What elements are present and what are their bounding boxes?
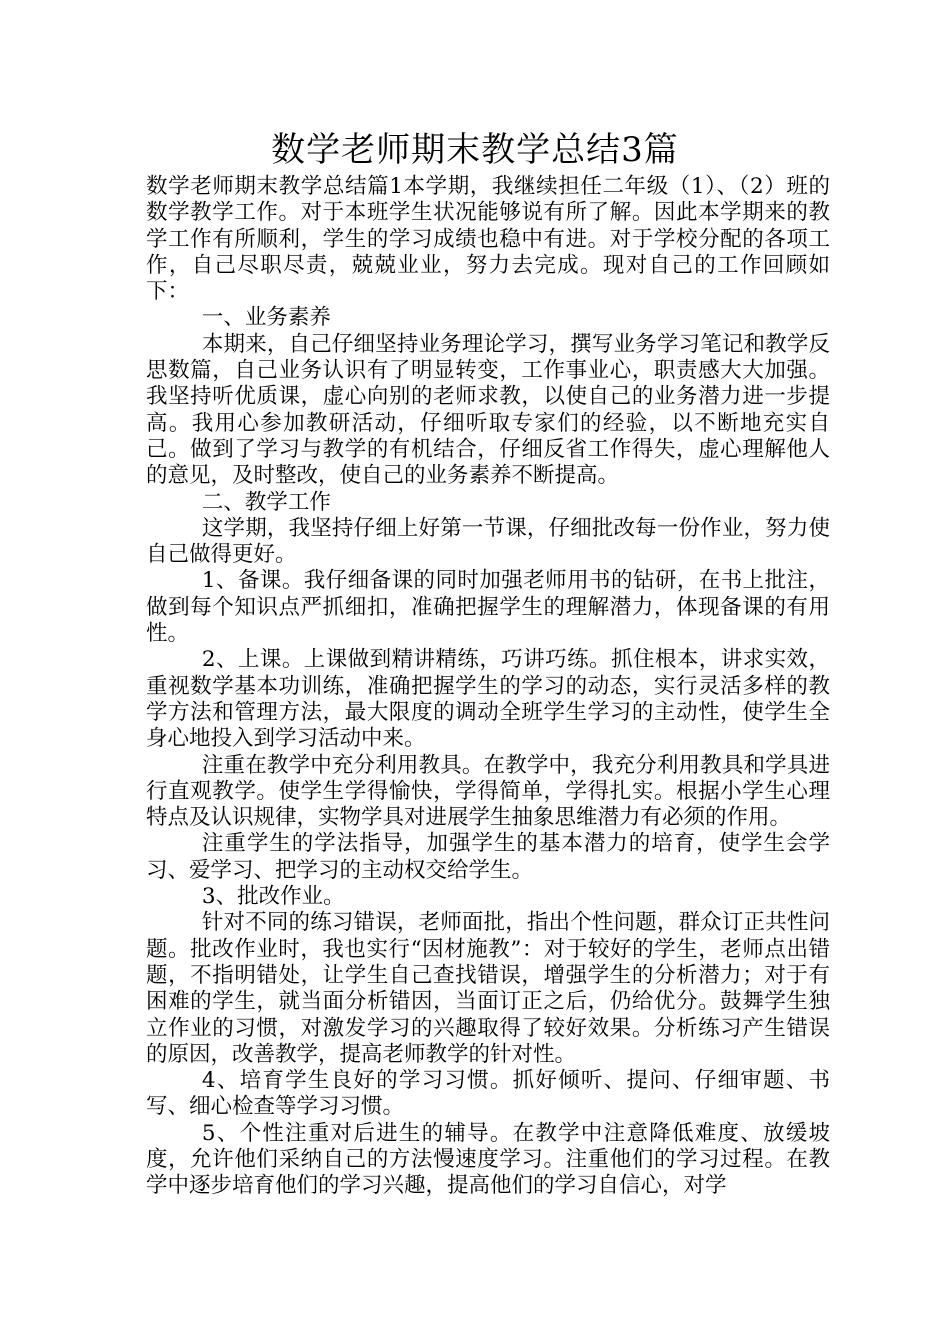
paragraph-study-habits: 4、培育学生良好的学习习惯。抓好倾听、提问、仔细审题、书写、细心检查等学习习惯。 — [146, 1068, 830, 1120]
paragraph-lesson-prep: 1、备课。我仔细备课的同时加强老师用书的钻研，在书上批注，做到每个知识点严抓细扣，准确把握学生的理解潜力，体现备课的有用性。 — [146, 568, 830, 647]
document-title: 数学老师期末教学总结3篇 — [271, 130, 679, 170]
paragraph-homework: 针对不同的练习错误，老师面批，指出个性问题，群众订正共性问题。批改作业时，我也实行“因材施教”：对于较好的学生，老师点出错题，不指明错处，让学生自己查找错误，增强学生的分析潜力；对于有困难的学生，就当面分析错因，当面订正之后，仍给优分。鼓舞学生独立作业的习惯，对激发学习的兴趣取得了较好效果。分析练习产生错误的原因，改善教学，提高老师教学的针对性。 — [146, 910, 830, 1067]
paragraph-teaching-intro: 这学期，我坚持仔细上好第一节课，仔细批改每一份作业，努力使自己做得更好。 — [146, 515, 830, 568]
section-heading-professional: 一、业务素养 — [201, 305, 331, 331]
paragraph-classes: 2、上课。上课做到精讲精练，巧讲巧练。抓住根本，讲求实效，重视数学基本功训练，准确把握学生的学习的动态，实行灵活多样的教学方法和管理方法，最大限度的调动全班学生学习的主动性，使学生全身心地投入到学习活动中来。 — [146, 647, 830, 752]
document-body — [146, 174, 830, 1200]
paragraph-teaching-aids: 注重在教学中充分利用教具。在教学中，我充分利用教具和学具进行直观教学。使学生学得愉快，学得简单，学得扎实。根据小学生心理特点及认识规律，实物学具对进展学生抽象思维潜力有必须的作用。 — [146, 752, 830, 831]
paragraph-study-methods: 注重学生的学法指导，加强学生的基本潜力的培育，使学生会学习、爱学习、把学习的主动权交给学生。 — [146, 831, 830, 883]
paragraph-tutoring: 5、个性注重对后进生的辅导。在教学中注意降低难度、放缓坡度，允许他们采纳自己的方法慢速度学习。注重他们的学习过程。在教学中逐步培育他们的学习兴趣，提高他们的学习自信心，对学 — [146, 1120, 830, 1199]
paragraph-homework-heading: 3、批改作业。 — [201, 884, 345, 910]
section-heading-teaching: 二、教学工作 — [201, 489, 331, 515]
paragraph-intro: 数学老师期末教学总结篇1本学期，我继续担任二年级（1）、（2）班的数学教学工作。对于本班学生状况能够说有所了解。因此本学期来的教学工作有所顺利，学生的学习成绩也稳中有进。对于学校分配的各项工作，自己尽职尽责，兢兢业业，努力去完成。现对自己的工作回顾如下： — [146, 174, 830, 305]
paragraph-professional: 本期来，自己仔细坚持业务理论学习，撰写业务学习笔记和教学反思数篇，自己业务认识有了明显转变，工作事业心，职责感大大加强。我坚持听优质课，虚心向别的老师求教，以使自己的业务潜力进一步提高。我用心参加教研活动，仔细听取专家们的经验，以不断地充实自己。做到了学习与教学的有机结合，仔细反省工作得失，虚心理解他人的意见，及时整改，使自己的业务素养不断提高。 — [146, 331, 830, 489]
